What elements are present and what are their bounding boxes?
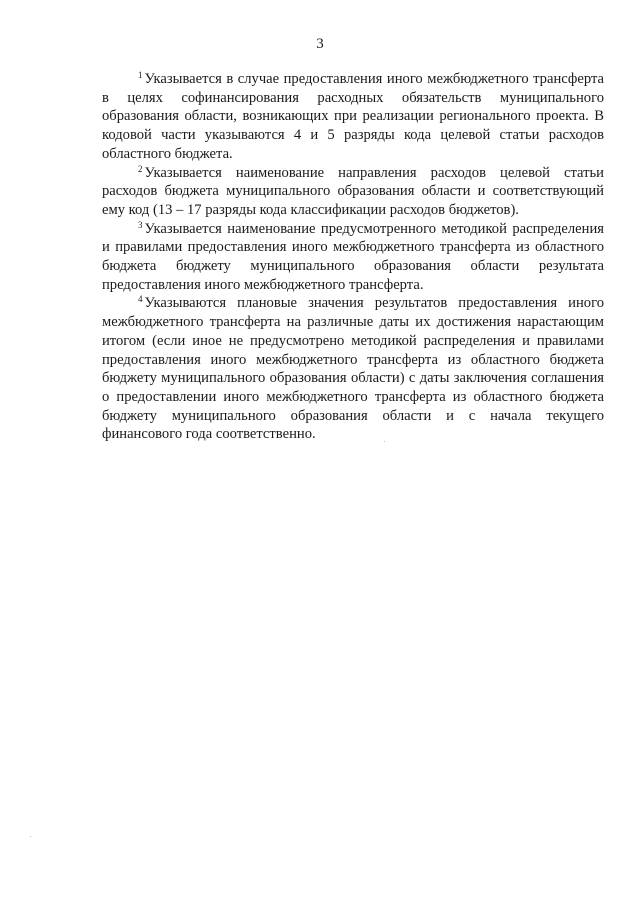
footnote-text: Указывается наименование предусмотренного методикой распределения и правилами предоставления иного межбюджетного трансферта из областного бюджета бюджету муниципального образования области результата предоставления иного межбюджетного трансферта. [102, 220, 604, 293]
footnotes [102, 70, 604, 444]
footnote-mark: 1 [138, 70, 143, 80]
footnote [102, 164, 604, 220]
footnote-mark: 4 [138, 294, 143, 305]
footnote [102, 294, 604, 444]
footnote-text: Указывается в случае предоставления иного межбюджетного трансферта в целях софинансирования расходных обязательств муниципального образования области, возникающих при реализации регионального проекта. В кодовой части указываются 4 и 5 разряды кода целевой статьи расходов областного бюджета. [102, 71, 604, 162]
footnote [102, 220, 604, 295]
footnote [102, 70, 604, 164]
footnote-mark: 2 [138, 163, 143, 174]
scan-speck [30, 836, 31, 837]
scan-speck [384, 441, 385, 442]
footnote-mark: 3 [138, 219, 143, 230]
footnote-text: Указываются плановые значения результатов предоставления иного межбюджетного трансферта на различные даты их достижения нарастающим итогом (если иное не предусмотрено методикой распределения и правилами предоставления иного межбюджетного трансферта из областного бюджета бюджету муниципального образования области) с даты заключения соглашения о предоставлении иного межбюджетного трансферта из областного бюджета бюджету муниципального образования области и с начала текущего финансового года соответственно. [102, 295, 604, 443]
footnote-text: Указывается наименование направления расходов целевой статьи расходов бюджета муниципального образования области и соответствующий ему код (13 – 17 разряды кода классификации расходов бюджетов). [102, 164, 604, 218]
page-number: 3 [316, 36, 324, 52]
